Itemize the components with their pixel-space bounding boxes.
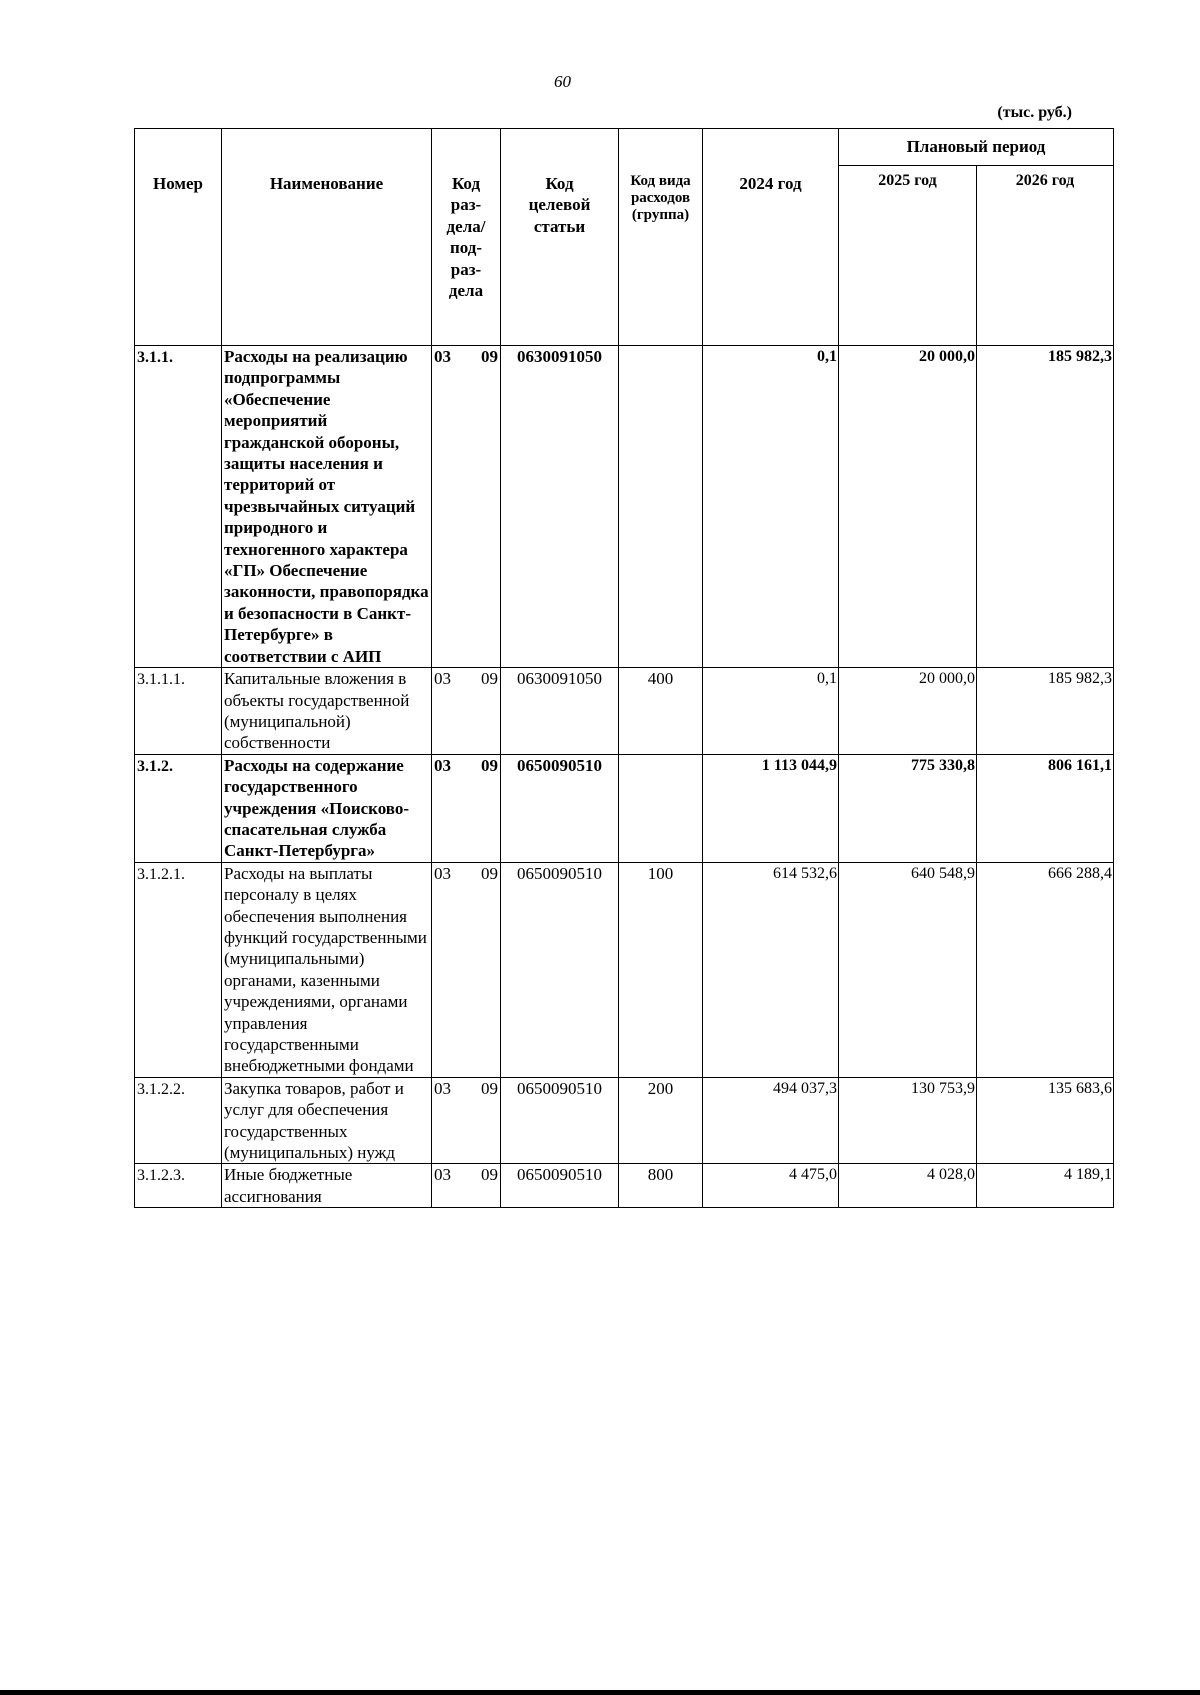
row-2026: 806 161,1 <box>977 754 1114 862</box>
row-2026: 185 982,3 <box>977 668 1114 755</box>
header-planned-period: Плановый период <box>839 129 1114 166</box>
row-name: Иные бюджетные ассигнования <box>222 1164 432 1208</box>
table-row <box>135 862 1114 1077</box>
row-number: 3.1.2.1. <box>135 862 222 1077</box>
row-section: 03 <box>432 346 466 668</box>
row-target-code: 0630091050 <box>501 346 619 668</box>
row-target-code: 0650090510 <box>501 754 619 862</box>
row-target-code: 0650090510 <box>501 1164 619 1208</box>
row-2025: 20 000,0 <box>839 346 977 668</box>
row-2024: 494 037,3 <box>703 1077 839 1164</box>
row-2024: 4 475,0 <box>703 1164 839 1208</box>
row-2025: 775 330,8 <box>839 754 977 862</box>
row-section: 03 <box>432 1164 466 1208</box>
row-expense-type: 200 <box>619 1077 703 1164</box>
row-target-code: 0650090510 <box>501 862 619 1077</box>
row-2025: 4 028,0 <box>839 1164 977 1208</box>
row-section: 03 <box>432 1077 466 1164</box>
header-target-code <box>501 129 619 346</box>
row-expense-type: 400 <box>619 668 703 755</box>
row-2024: 1 113 044,9 <box>703 754 839 862</box>
header-year-2024: 2024 год <box>703 129 839 346</box>
page-number: 60 <box>554 72 571 91</box>
row-number: 3.1.2. <box>135 754 222 862</box>
row-section: 03 <box>432 862 466 1077</box>
row-target-code: 0650090510 <box>501 1077 619 1164</box>
row-2024: 0,1 <box>703 346 839 668</box>
row-section: 03 <box>432 668 466 755</box>
header-section-code-text: Код раз- дела/ под- раз- дела <box>446 174 486 301</box>
table-row <box>135 754 1114 862</box>
row-2026: 4 189,1 <box>977 1164 1114 1208</box>
row-number: 3.1.1.1. <box>135 668 222 755</box>
row-2025: 640 548,9 <box>839 862 977 1077</box>
row-name: Расходы на реализацию подпрограммы «Обеспечение мероприятий гражданской обороны, защиты населения и территорий от чрезвычайных ситуаций природного и техногенного характера «ГП» Обеспечение законности, правопорядка и безопасности в Санкт-Петербурге» в соответствии с АИП <box>222 346 432 668</box>
row-subsection: 09 <box>466 346 501 668</box>
row-2024: 0,1 <box>703 668 839 755</box>
row-number: 3.1.1. <box>135 346 222 668</box>
row-expense-type: 800 <box>619 1164 703 1208</box>
header-expense-type <box>619 129 703 346</box>
table-row <box>135 668 1114 755</box>
row-expense-type <box>619 754 703 862</box>
header-year-2025: 2025 год <box>839 166 977 346</box>
row-name: Капитальные вложения в объекты государственной (муниципальной) собственности <box>222 668 432 755</box>
table-row <box>135 1077 1114 1164</box>
row-name: Расходы на выплаты персоналу в целях обеспечения выполнения функций государственными (муниципальными) органами, казенными учреждениями, органами управления государственными внебюджетными фондами <box>222 862 432 1077</box>
row-name: Закупка товаров, работ и услуг для обеспечения государственных (муниципальных) нужд <box>222 1077 432 1164</box>
units-label: (тыс. руб.) <box>997 104 1072 121</box>
row-section: 03 <box>432 754 466 862</box>
row-2026: 185 982,3 <box>977 346 1114 668</box>
scan-bottom-edge <box>0 1690 1200 1695</box>
row-2025: 130 753,9 <box>839 1077 977 1164</box>
row-subsection: 09 <box>466 1164 501 1208</box>
header-section-code <box>432 129 501 346</box>
row-2026: 135 683,6 <box>977 1077 1114 1164</box>
header-name: Наименование <box>222 129 432 346</box>
header-expense-type-text: Код вида расходов (группа) <box>630 173 691 223</box>
header-row <box>135 129 1114 166</box>
row-expense-type <box>619 346 703 668</box>
budget-table <box>134 128 1114 1208</box>
row-subsection: 09 <box>466 1077 501 1164</box>
row-2025: 20 000,0 <box>839 668 977 755</box>
row-number: 3.1.2.2. <box>135 1077 222 1164</box>
table-row <box>135 1164 1114 1208</box>
table-row <box>135 346 1114 668</box>
row-name: Расходы на содержание государственного учреждения «Поисково-спасательная служба Санкт-Петербурга» <box>222 754 432 862</box>
row-2026: 666 288,4 <box>977 862 1114 1077</box>
row-subsection: 09 <box>466 668 501 755</box>
header-year-2026: 2026 год <box>977 166 1114 346</box>
row-target-code: 0630091050 <box>501 668 619 755</box>
row-2024: 614 532,6 <box>703 862 839 1077</box>
row-subsection: 09 <box>466 862 501 1077</box>
row-subsection: 09 <box>466 754 501 862</box>
row-number: 3.1.2.3. <box>135 1164 222 1208</box>
header-target-code-text: Код целевой статьи <box>528 174 591 236</box>
row-expense-type: 100 <box>619 862 703 1077</box>
header-number: Номер <box>135 129 222 346</box>
